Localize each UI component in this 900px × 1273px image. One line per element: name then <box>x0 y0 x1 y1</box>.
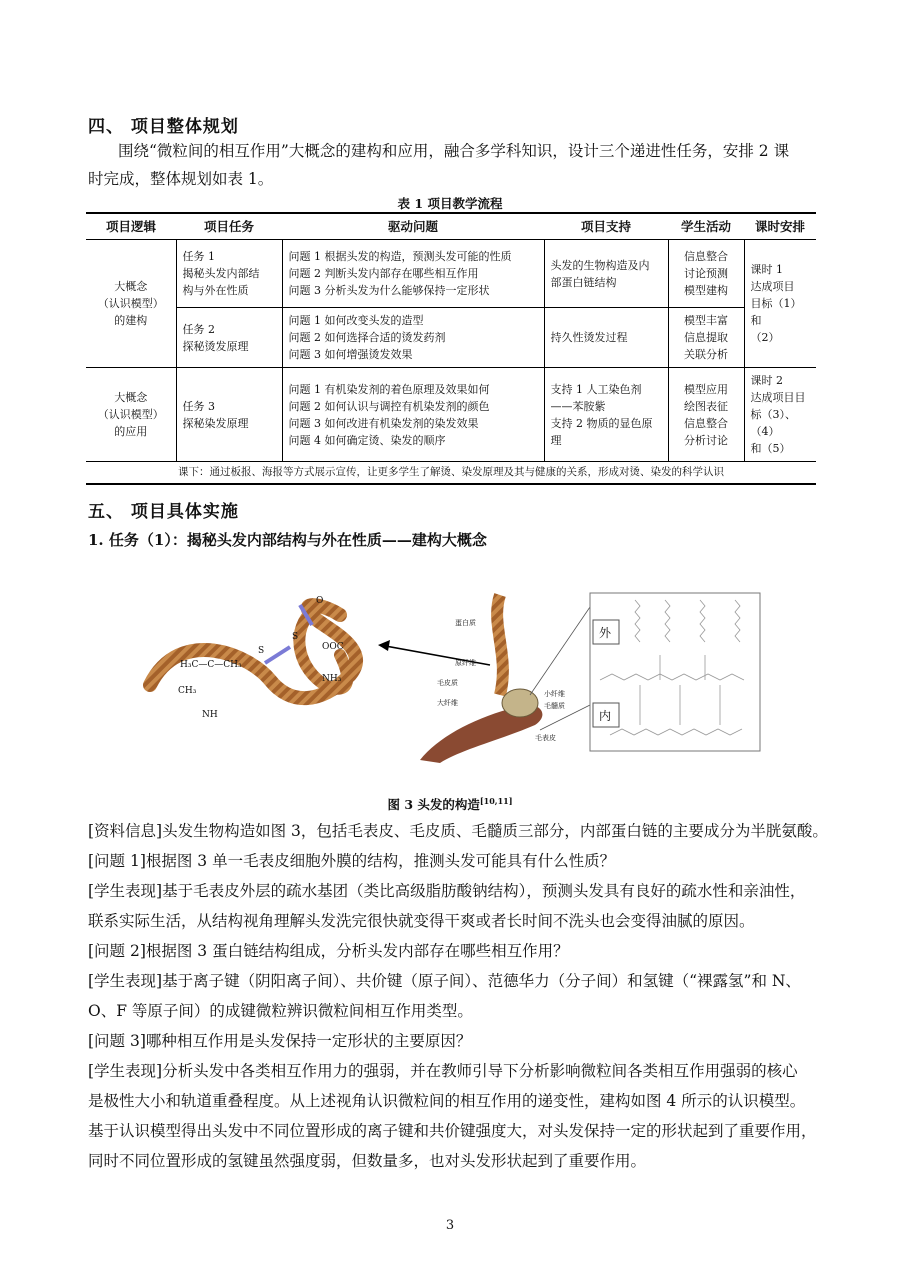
chem-label: NH₃ <box>322 674 342 684</box>
paragraph-answer-2b: O、F 等原子间）的成键微粒辨识微粒间相互作用类型。 <box>88 1002 473 1020</box>
paragraph-answer-3b: 是极性大小和轨道重叠程度。从上述视角认识微粒间的相互作用的递变性，建构如图 4 所示的认识模型。 <box>88 1092 806 1110</box>
chem-label: S <box>258 646 265 656</box>
inner-label: 内 <box>599 709 612 723</box>
table-row <box>86 368 816 462</box>
outer-label: 外 <box>599 626 612 640</box>
hair-cross-section <box>502 689 538 717</box>
arrow-head-icon <box>378 640 390 651</box>
paragraph-answer-3a: [学生表现]分析头发中各类相互作用力的强弱，并在教师引导下分析影响微粒间各类相互作用强弱的核心 <box>88 1062 798 1080</box>
disulfide-bond <box>265 647 290 663</box>
cell-logic-apply: 大概念 （认识模型） 的应用 <box>86 368 176 462</box>
hair-label: 毛髓质 <box>544 702 565 710</box>
cell-questions-2: 问题 1 如何改变头发的造型 问题 2 如何选择合适的烫发药剂 问题 3 如何增强烫发效果 <box>282 308 544 368</box>
cell-logic-build: 大概念 （认识模型） 的建构 <box>86 240 176 368</box>
hair-structure-illustration <box>140 585 780 765</box>
chem-label: H₃C—C—CH₃ <box>180 660 242 670</box>
paragraph-answer-3c: 基于认识模型得出头发中不同位置形成的离子键和共价键强度大，对头发保持一定的形状起到了重要作用， <box>88 1122 817 1140</box>
cell-hours-2: 课时 2 达成项目目 标（3）、（4） 和（5） <box>744 368 816 462</box>
hair-label: 毛皮质 <box>437 679 458 687</box>
figure-3-hair-structure <box>140 585 780 765</box>
cell-support-3: 支持 1 人工染色剂 ——苯胺紫 支持 2 物质的显色原 理 <box>544 368 668 462</box>
cell-support-2: 持久性烫发过程 <box>544 308 668 368</box>
chem-label: CH₃ <box>178 686 197 696</box>
chem-label: OOC <box>322 642 344 652</box>
cell-task-3: 任务 3 探秘染发原理 <box>176 368 282 462</box>
hair-label: 毛表皮 <box>535 734 556 742</box>
cell-task-1: 任务 1 揭秘头发内部结 构与外在性质 <box>176 240 282 308</box>
paragraph-answer-3d: 同时不同位置形成的氢键虽然强度弱，但数量多，也对头发形状起到了重要作用。 <box>88 1152 647 1170</box>
section-4-heading: 四、 项目整体规划 <box>88 117 239 137</box>
chem-label: O <box>316 596 324 606</box>
cell-questions-1: 问题 1 根据头发的构造，预测头发可能的性质 问题 2 判断头发内部存在哪些相互作用 问题 3 分析头发为什么能够保持一定形状 <box>282 240 544 308</box>
header-activity: 学生活动 <box>668 213 744 240</box>
header-task: 项目任务 <box>176 213 282 240</box>
task-1-heading: 1. 任务（1）：揭秘头发内部结构与外在性质——建构大概念 <box>88 531 487 549</box>
header-questions: 驱动问题 <box>282 213 544 240</box>
chem-label: S <box>292 632 299 642</box>
intro-line-2: 时完成，整体规划如表 1。 <box>88 170 274 188</box>
hair-label: 原纤维 <box>455 659 476 667</box>
paragraph-question-3: [问题 3]哪种相互作用是头发保持一定形状的主要原因？ <box>88 1032 472 1050</box>
table-footer-row <box>86 462 816 485</box>
cell-activity-1: 信息整合 讨论预测 模型建构 <box>668 240 744 308</box>
paragraph-question-2: [问题 2]根据图 3 蛋白链结构组成，分析头发内部存在哪些相互作用？ <box>88 942 569 960</box>
header-logic: 项目逻辑 <box>86 213 176 240</box>
paragraph-answer-1b: 联系实际生活，从结构视角理解头发洗完很快就变得干爽或者长时间不洗头也会变得油腻的原因。 <box>88 912 755 930</box>
page-number: 3 <box>445 1218 455 1233</box>
zoom-line-top <box>530 607 590 695</box>
cell-support-1: 头发的生物构造及内 部蛋白链结构 <box>544 240 668 308</box>
paragraph-question-1: [问题 1]根据图 3 单一毛表皮细胞外膜的结构，推测头发可能具有什么性质？ <box>88 852 616 870</box>
table-footer-note: 课下：通过板报、海报等方式展示宣传，让更多学生了解烫、染发原理及其与健康的关系，形成对烫、染发的科学认识 <box>86 462 816 485</box>
section-5-heading: 五、 项目具体实施 <box>88 502 239 522</box>
cell-hours-1: 课时 1 达成项目 目标（1）和 （2） <box>744 240 816 368</box>
teaching-plan-table <box>86 212 816 485</box>
table-header-row <box>86 213 816 240</box>
hair-label: 大纤维 <box>437 699 458 707</box>
cell-task-2: 任务 2 探秘烫发原理 <box>176 308 282 368</box>
table-row <box>86 240 816 308</box>
cell-activity-2: 模型丰富 信息提取 关联分析 <box>668 308 744 368</box>
chem-label: NH <box>202 710 218 720</box>
cell-questions-3: 问题 1 有机染发剂的着色原理及效果如何 问题 2 如何认识与调控有机染发剂的颜色 问题 3 如何改进有机染发剂的染发效果 问题 4 如何确定烫、染发的顺序 <box>282 368 544 462</box>
paragraph-info: [资料信息]头发生物构造如图 3，包括毛表皮、毛皮质、毛髓质三部分，内部蛋白链的主要成分为半胱氨酸。 <box>88 822 828 840</box>
figure-3-caption: 图 3 头发的构造[10,11] <box>387 795 513 812</box>
hair-label: 蛋白质 <box>455 619 476 627</box>
cell-activity-3: 模型应用 绘图表征 信息整合 分析讨论 <box>668 368 744 462</box>
header-hours: 课时安排 <box>744 213 816 240</box>
intro-line-1: 围绕“微粒间的相互作用”大概念的建构和应用，融合多学科知识，设计三个递进性任务，安排 2 课 <box>118 142 790 160</box>
table-row <box>86 308 816 368</box>
header-support: 项目支持 <box>544 213 668 240</box>
table-caption: 表 1 项目教学流程 <box>397 196 503 211</box>
paragraph-answer-2a: [学生表现]基于离子键（阴阳离子间）、共价键（原子间）、范德华力（分子间）和氢键（“裸露氢”和 N、 <box>88 972 801 990</box>
paragraph-answer-1a: [学生表现]基于毛表皮外层的疏水基团（类比高级脂肪酸钠结构），预测头发具有良好的疏水性和亲油性， <box>88 882 806 900</box>
hair-label: 小纤维 <box>544 690 565 698</box>
hair-fibril <box>497 595 503 695</box>
